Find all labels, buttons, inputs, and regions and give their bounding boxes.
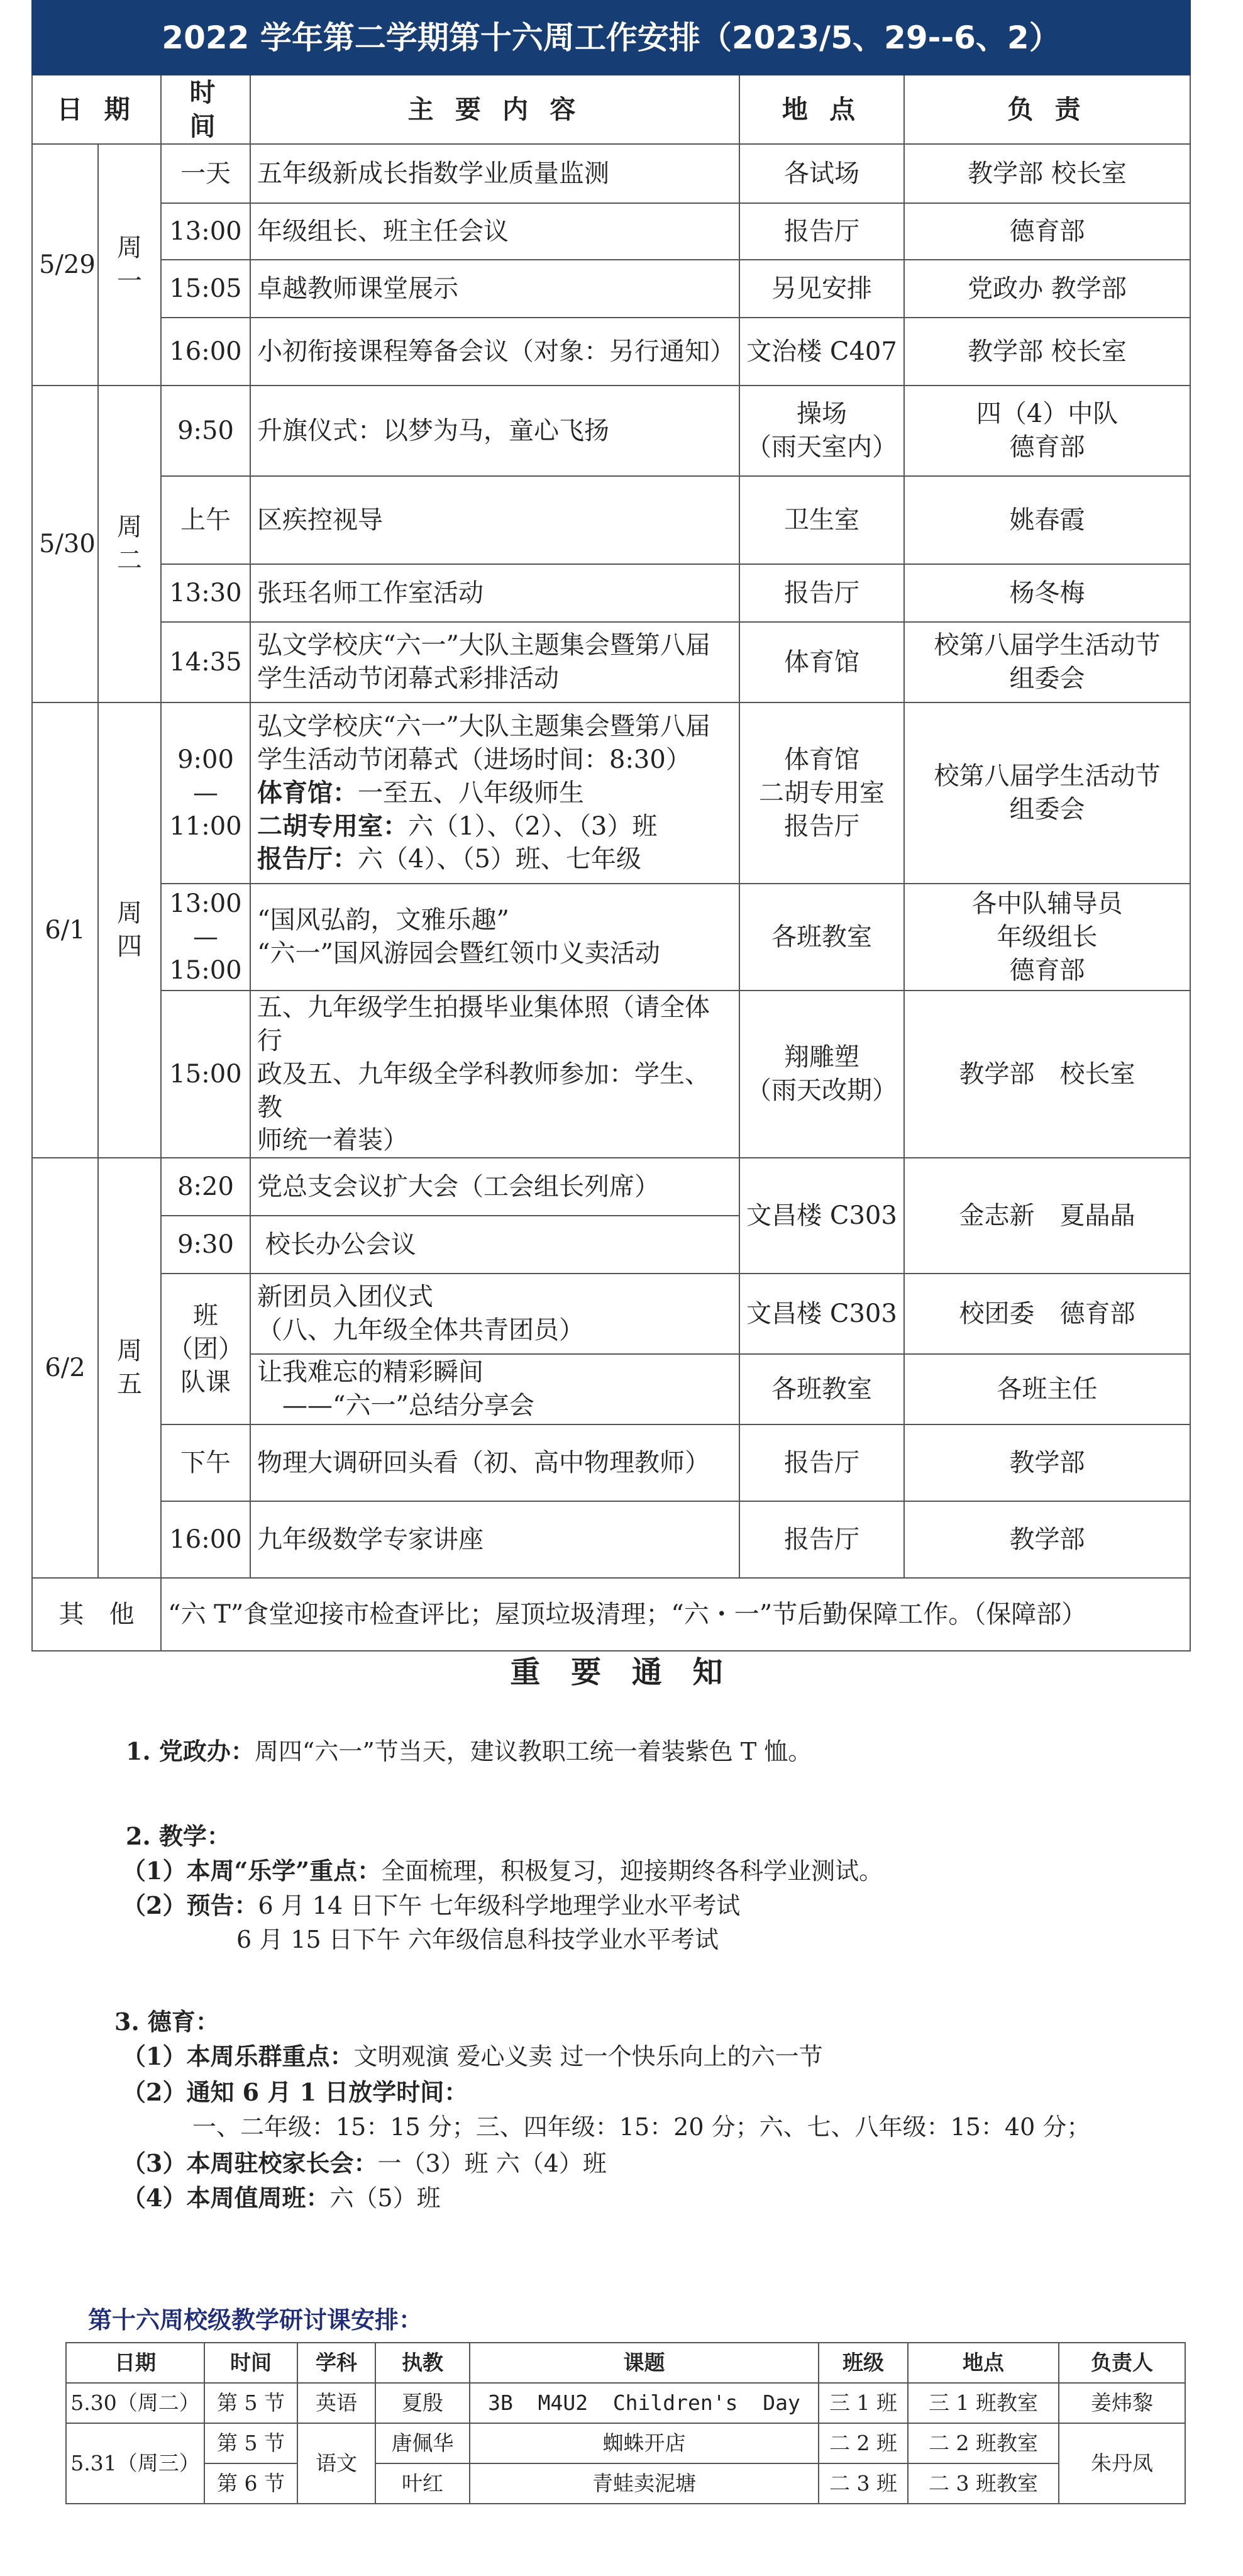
owner-cell: 教学部 校长室: [904, 991, 1190, 1158]
lesson-teacher: 唐佩华: [375, 2423, 470, 2463]
table-row: [32, 702, 1190, 884]
table-row: [32, 884, 1190, 991]
notice-text: 周四“六一”节当天，建议教职工统一着装紫色 T 恤。: [254, 1738, 812, 1765]
content-cell: 年级组长、班主任会议: [250, 203, 739, 260]
time-cell: 8:20: [161, 1158, 250, 1216]
time-cell: 13:30: [161, 564, 250, 622]
content-cell: 小初衔接课程筹备会议（对象：另行通知）: [250, 318, 739, 386]
notice-2-heading: [126, 1821, 231, 1852]
content-cell: 物理大调研回头看（初、高中物理教师）: [250, 1424, 739, 1501]
lesson-class: 三 1 班: [819, 2383, 908, 2423]
time-cell: 16:00: [161, 318, 250, 386]
table-row: [32, 991, 1190, 1158]
notices-title: 重 要 通 知: [510, 1655, 733, 1690]
owner-cell: 教学部 校长室: [904, 144, 1190, 203]
time-cell: 9:00 — 11:00: [161, 702, 250, 884]
table-row: [32, 144, 1190, 203]
place-cell: 体育馆: [739, 622, 904, 702]
place-cell: 另见安排: [739, 260, 904, 318]
table-row: [32, 203, 1190, 260]
lessons-heading: 第十六周校级教学研讨课安排：: [88, 2306, 423, 2334]
owner-cell: 各中队辅导员 年级组长 德育部: [904, 884, 1190, 991]
owner-cell: 校第八届学生活动节 组委会: [904, 702, 1190, 884]
notice-text: 文明观演 爱心义卖 过一个快乐向上的六一节: [353, 2043, 823, 2070]
table-row: [32, 622, 1190, 702]
content-cell: 新团员入团仪式 （八、九年级全体共青团员）: [250, 1274, 739, 1354]
weekday-cell: 周四: [98, 702, 161, 1158]
venue-detail: 六（4）、（5）班、七年级: [358, 845, 641, 874]
content-cell: 区疾控视导: [250, 476, 739, 564]
lesson-time: 第 5 节: [204, 2383, 297, 2423]
content-line: 学生活动节闭幕式（进场时间：8:30）: [257, 745, 691, 775]
notice-2b: [122, 1890, 740, 1921]
notice-3b-times: 一、二年级：15：15 分；三、四年级：15：20 分；六、七、八年级：15：40 分；: [192, 2113, 1091, 2141]
lesson-subject: 英语: [297, 2383, 375, 2423]
notice-3d: [122, 2182, 441, 2214]
notice-2b-line2: 6 月 15 日下午 六年级信息科技学业水平考试: [236, 1926, 719, 1953]
notice-text: 六（5）班: [329, 2184, 441, 2212]
owner-cell: 姚春霞: [904, 476, 1190, 564]
lesson-place: 二 3 班教室: [908, 2463, 1059, 2504]
content-line: [257, 810, 732, 843]
venue-label: 体育馆：: [257, 777, 358, 808]
date-cell: 5/30: [32, 386, 98, 702]
content-cell: 张珏名师工作室活动: [250, 564, 739, 622]
owner-cell: 校第八届学生活动节 组委会: [904, 622, 1190, 702]
lessons-header-cell: 日期: [66, 2343, 204, 2383]
table-row: [32, 318, 1190, 386]
notice-text: 一（3）班 六（4）班: [377, 2150, 607, 2177]
content-cell: [250, 702, 739, 884]
notice-text: 6 月 14 日下午 七年级科学地理学业水平考试: [258, 1892, 741, 1919]
content-cell: 九年级数学专家讲座: [250, 1501, 739, 1578]
lesson-class: 二 2 班: [819, 2423, 908, 2463]
lesson-subject: 语文: [297, 2423, 375, 2504]
lesson-class: 二 3 班: [819, 2463, 908, 2504]
content-cell: “国风弘韵，文雅乐趣” “六一”国风游园会暨红领巾义卖活动: [250, 884, 739, 991]
schedule-title-row: [32, 1, 1190, 75]
lessons-header-cell: 地点: [908, 2343, 1059, 2383]
weekday-cell: 周五: [98, 1158, 161, 1578]
time-cell: 9:50: [161, 386, 250, 476]
place-cell: 卫生室: [739, 476, 904, 564]
lesson-date: 5.31（周三）: [66, 2423, 204, 2504]
lesson-topic: 3B M4U2 Children's Day: [470, 2383, 819, 2423]
lesson-topic: 蜘蛛开店: [470, 2423, 819, 2463]
owner-cell: 金志新 夏晶晶: [904, 1158, 1190, 1274]
header-date: 日 期: [32, 75, 161, 144]
time-cell: 13:00 — 15:00: [161, 884, 250, 991]
header-place: 地 点: [739, 75, 904, 144]
lessons-header-cell: 时间: [204, 2343, 297, 2383]
header-owner: 负 责: [904, 75, 1190, 144]
header-content: 主 要 内 容: [250, 75, 739, 144]
schedule-header-row: [32, 75, 1190, 144]
time-cell: 15:00: [161, 991, 250, 1158]
venue-label: 二胡专用室：: [257, 811, 408, 841]
notice-label: （1）本周“乐学”重点：: [122, 1857, 382, 1885]
lesson-teacher: 叶红: [375, 2463, 470, 2504]
owner-cell: 校团委 德育部: [904, 1274, 1190, 1354]
time-cell: 一天: [161, 144, 250, 203]
owner-cell: 各班主任: [904, 1354, 1190, 1424]
time-cell: 14:35: [161, 622, 250, 702]
venue-detail: 一至五、八年级师生: [358, 778, 584, 808]
lesson-place: 三 1 班教室: [908, 2383, 1059, 2423]
notice-label: 3. 德育：: [114, 2007, 219, 2036]
date-cell: 6/1: [32, 702, 98, 1158]
schedule-table: [31, 0, 1191, 1652]
place-cell: 报告厅: [739, 1424, 904, 1501]
content-cell: 让我难忘的精彩瞬间 ——“六一”总结分享会: [250, 1354, 739, 1424]
time-cell: 9:30: [161, 1216, 250, 1274]
lesson-place: 二 2 班教室: [908, 2423, 1059, 2463]
lesson-time: 第 5 节: [204, 2423, 297, 2463]
table-row: [32, 564, 1190, 622]
notice-label: （2）预告：: [122, 1891, 258, 1919]
owner-cell: 党政办 教学部: [904, 260, 1190, 318]
owner-cell: 杨冬梅: [904, 564, 1190, 622]
venue-label: 报告厅：: [257, 844, 358, 874]
header-time: 时 间: [161, 75, 250, 144]
lesson-date: 5.30（周二）: [66, 2383, 204, 2423]
notice-3a: [122, 2041, 823, 2072]
lesson-teacher: 夏殷: [375, 2383, 470, 2423]
place-cell: 各班教室: [739, 1354, 904, 1424]
content-cell: 校长办公会议: [250, 1216, 739, 1274]
content-line: 弘文学校庆“六一”大队主题集会暨第八届: [257, 712, 710, 741]
place-cell: 体育馆 二胡专用室 报告厅: [739, 702, 904, 884]
time-cell: 上午: [161, 476, 250, 564]
table-row: [66, 2423, 1185, 2463]
notice-label: 2. 教学：: [126, 1822, 231, 1850]
weekday-cell: 周一: [98, 144, 161, 386]
content-cell: 卓越教师课堂展示: [250, 260, 739, 318]
place-cell: 文治楼 C407: [739, 318, 904, 386]
place-cell: 文昌楼 C303: [739, 1158, 904, 1274]
place-cell: 操场 （雨天室内）: [739, 386, 904, 476]
place-cell: 报告厅: [739, 203, 904, 260]
other-row: [32, 1578, 1190, 1651]
lessons-header-cell: 课题: [470, 2343, 819, 2383]
table-row: [66, 2463, 1185, 2504]
notice-label: （2）通知 6 月 1 日放学时间：: [122, 2078, 468, 2106]
schedule-title: 2022 学年第二学期第十六周工作安排（2023/5、29--6、2）: [32, 1, 1190, 75]
content-cell: 弘文学校庆“六一”大队主题集会暨第八届 学生活动节闭幕式彩排活动: [250, 622, 739, 702]
other-content: “六 T”食堂迎接市检查评比；屋顶垃圾清理；“六・一”节后勤保障工作。（保障部）: [161, 1578, 1190, 1651]
time-cell: 下午: [161, 1424, 250, 1501]
lessons-header-cell: 执教: [375, 2343, 470, 2383]
content-cell: 五年级新成长指数学业质量监测: [250, 144, 739, 203]
notice-label: （3）本周驻校家长会：: [122, 2149, 378, 2177]
place-cell: 报告厅: [739, 1501, 904, 1578]
notice-text: 全面梳理，积极复习，迎接期终各科学业测试。: [381, 1857, 883, 1885]
venue-detail: 六（1）、（2）、（3）班: [408, 811, 658, 841]
content-cell: 升旗仪式：以梦为马，童心飞扬: [250, 386, 739, 476]
place-cell: 文昌楼 C303: [739, 1274, 904, 1354]
owner-cell: 教学部: [904, 1424, 1190, 1501]
owner-cell: 四（4）中队 德育部: [904, 386, 1190, 476]
content-cell: 五、九年级学生拍摄毕业集体照（请全体行 政及五、九年级全学科教师参加：学生、教 师统一着装）: [250, 991, 739, 1158]
lesson-time: 第 6 节: [204, 2463, 297, 2504]
time-cell: 15:05: [161, 260, 250, 318]
lesson-owner: 姜炜黎: [1059, 2383, 1185, 2423]
lesson-owner: 朱丹凤: [1059, 2423, 1185, 2504]
table-row: [32, 1158, 1190, 1216]
table-row: [66, 2383, 1185, 2423]
notice-3b: [122, 2077, 468, 2108]
lessons-header-cell: 学科: [297, 2343, 375, 2383]
lessons-header-cell: 班级: [819, 2343, 908, 2383]
lesson-topic: 青蛙卖泥塘: [470, 2463, 819, 2504]
notice-1: [126, 1736, 812, 1767]
notice-3c: [122, 2148, 607, 2179]
notice-label: 1. 党政办：: [126, 1737, 255, 1765]
place-cell: 各班教室: [739, 884, 904, 991]
owner-cell: 德育部: [904, 203, 1190, 260]
other-label: 其 他: [32, 1578, 161, 1651]
content-line: [257, 843, 732, 876]
content-line: [257, 777, 732, 810]
lessons-table: [65, 2342, 1186, 2504]
notice-label: （1）本周乐群重点：: [122, 2042, 354, 2070]
lessons-header-row: [66, 2343, 1185, 2383]
date-cell: 6/2: [32, 1158, 98, 1578]
time-cell: 16:00: [161, 1501, 250, 1578]
table-row: [32, 1501, 1190, 1578]
place-cell: 各试场: [739, 144, 904, 203]
lessons-header-cell: 负责人: [1059, 2343, 1185, 2383]
content-cell: 党总支会议扩大会（工会组长列席）: [250, 1158, 739, 1216]
time-cell: 班（团） 队课: [161, 1274, 250, 1424]
notice-label: （4）本周值周班：: [122, 2184, 330, 2212]
table-row: [32, 386, 1190, 476]
table-row: [32, 260, 1190, 318]
date-cell: 5/29: [32, 144, 98, 386]
time-cell: 13:00: [161, 203, 250, 260]
place-cell: 翔雕塑 （雨天改期）: [739, 991, 904, 1158]
weekday-cell: 周二: [98, 386, 161, 702]
table-row: [32, 476, 1190, 564]
place-cell: 报告厅: [739, 564, 904, 622]
notice-2a: [122, 1855, 883, 1887]
owner-cell: 教学部: [904, 1501, 1190, 1578]
table-row: [32, 1424, 1190, 1501]
table-row: [32, 1274, 1190, 1354]
notice-3-heading: [114, 2006, 219, 2038]
owner-cell: 教学部 校长室: [904, 318, 1190, 386]
